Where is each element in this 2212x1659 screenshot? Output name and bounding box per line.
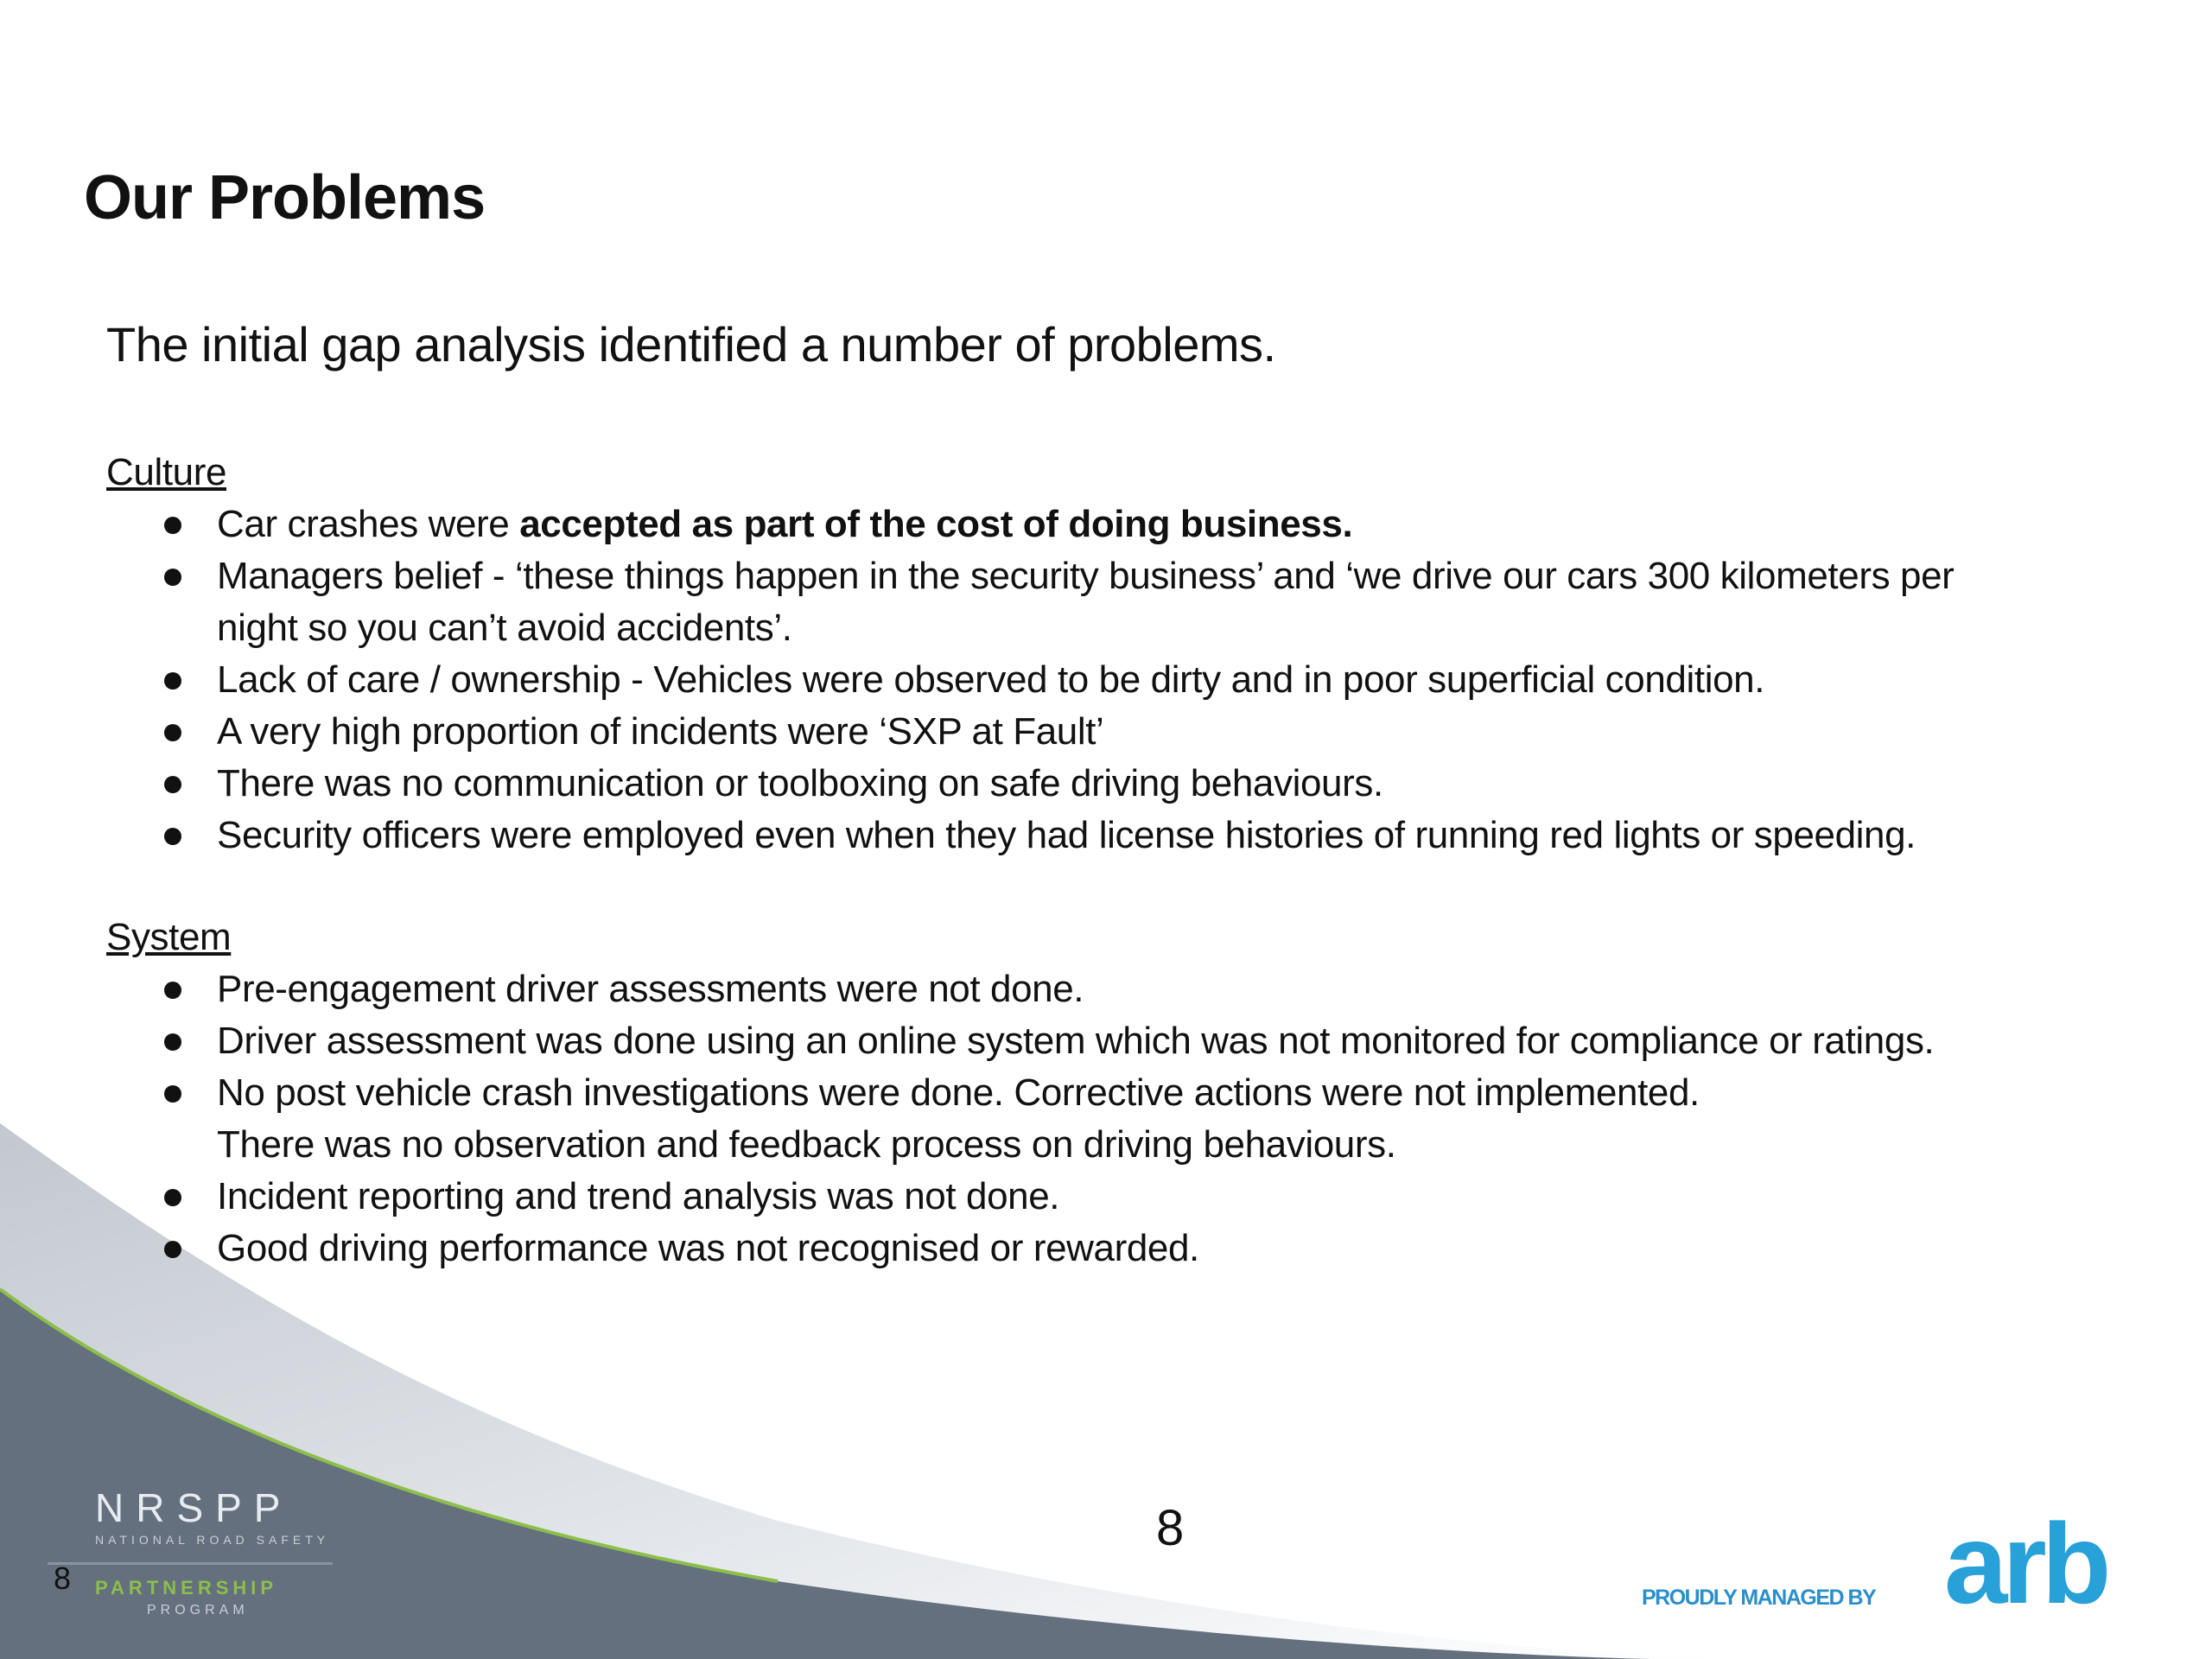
nrspp-logo-line3: PROGRAM	[147, 1603, 249, 1618]
bullet-list	[106, 963, 1934, 1274]
item-text: There was no communication or toolboxing on safe driving behaviours.	[217, 762, 1383, 804]
slide-subtitle: The initial gap analysis identified a number of problems.	[106, 317, 1276, 372]
nrspp-logo-line1: NATIONAL ROAD SAFETY	[95, 1533, 330, 1547]
list-item	[106, 758, 1954, 810]
item-text-continued: There was no observation and feedback process on driving behaviours.	[217, 1123, 1396, 1166]
item-text: Good driving performance was not recognised or rewarded.	[217, 1227, 1199, 1269]
list-item	[106, 499, 1954, 550]
item-text: A very high proportion of incidents were ‘SXP at Fault’	[217, 710, 1104, 753]
list-item	[106, 963, 1934, 1015]
item-text: Driver assessment was done using an online system which was not monitored for compliance or ratings.	[217, 1020, 1935, 1062]
item-text: Lack of care / ownership - Vehicles were observed to be dirty and in poor superficial condition.	[217, 658, 1765, 701]
nrspp-logo-divider	[48, 1562, 333, 1565]
item-bold-text: accepted as part of the cost of doing business.	[519, 503, 1353, 545]
bullet-icon	[164, 1033, 181, 1051]
page-number: 8	[1156, 1500, 1185, 1556]
nrspp-logo-line2: PARTNERSHIP	[95, 1577, 278, 1599]
arb-logo: arb	[1944, 1500, 2107, 1627]
bullet-icon	[164, 672, 181, 690]
bullet-icon	[164, 982, 181, 999]
bullet-icon	[164, 828, 181, 845]
list-item	[106, 1171, 1934, 1223]
section-system	[106, 912, 1934, 1274]
bullet-icon	[164, 776, 181, 793]
section-heading: System	[106, 916, 232, 958]
item-text: Incident reporting and trend analysis was not done.	[217, 1175, 1060, 1217]
list-item	[106, 654, 1954, 706]
list-item	[106, 1067, 1934, 1171]
item-text: No post vehicle crash investigations were done. Corrective actions were not implemented.	[217, 1071, 1700, 1114]
item-text: Pre-engagement driver assessments were not done.	[217, 968, 1084, 1010]
item-text: Managers belief - ‘these things happen in the security business’ and ‘we drive our cars 300 kilometers per	[217, 555, 1955, 597]
list-item	[106, 810, 1954, 861]
proudly-managed-by-text: PROUDLY MANAGED BY	[1642, 1586, 1876, 1610]
list-item	[106, 1223, 1934, 1274]
list-item	[106, 550, 1954, 654]
bullet-icon	[164, 724, 181, 741]
bullet-icon	[164, 517, 181, 534]
nrspp-logo	[95, 1484, 333, 1618]
section-culture	[106, 447, 1954, 861]
list-item	[106, 706, 1954, 758]
item-text: Car crashes were	[217, 503, 520, 545]
list-item	[106, 1015, 1934, 1067]
bullet-icon	[164, 569, 181, 586]
bullet-list	[106, 499, 1954, 861]
item-text-continued: night so you can’t avoid accidents’.	[217, 607, 792, 649]
item-text: Security officers were employed even when they had license histories of running red lights or speeding.	[217, 814, 1916, 856]
nrspp-logo-name: NRSPP	[95, 1485, 293, 1530]
section-heading: Culture	[106, 451, 227, 493]
bullet-icon	[164, 1241, 181, 1258]
bullet-icon	[164, 1085, 181, 1103]
footer-small-number: 8	[54, 1560, 72, 1596]
slide-title: Our Problems	[84, 163, 486, 232]
bullet-icon	[164, 1189, 181, 1206]
